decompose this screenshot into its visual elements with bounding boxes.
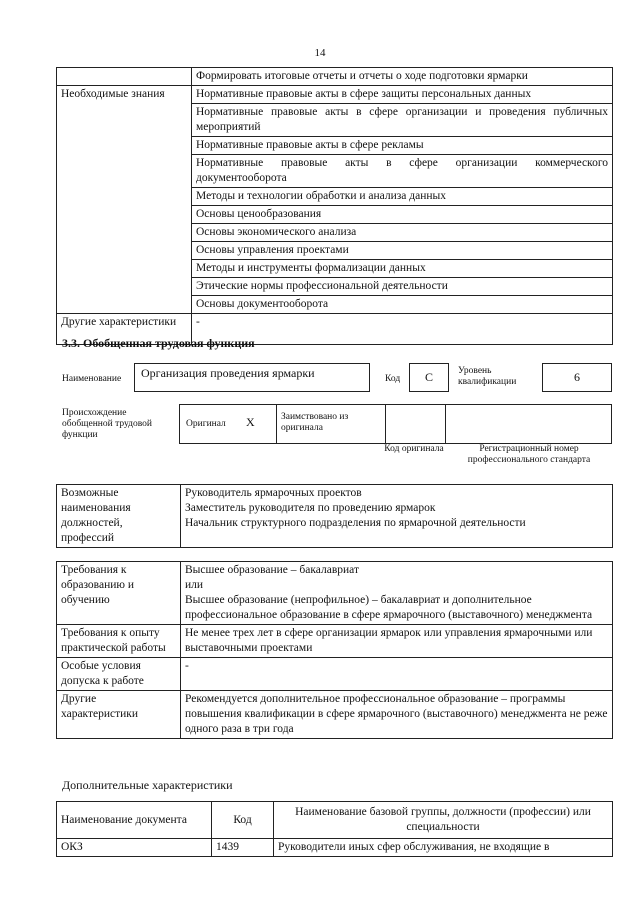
other-characteristics-label: Другие характеристики — [57, 691, 181, 739]
knowledge-item: Основы управления проектами — [192, 242, 613, 260]
additional-table — [56, 801, 613, 857]
table-row — [57, 68, 613, 86]
other-label: Другие характеристики — [57, 314, 192, 345]
knowledge-item: Методы и технологии обработки и анализа данных — [192, 188, 613, 206]
empty-cell — [57, 68, 192, 86]
other-characteristics-value: Рекомендуется дополнительное профессиональное образование – программы повышения квалификации в сфере ярмарочного (выставочного) менеджмента не реже одного раза в три года — [181, 691, 613, 739]
experience-label: Требования к опыту практической работы — [57, 625, 181, 658]
level-label: Уровень квалификации — [458, 366, 517, 387]
knowledge-item: Этические нормы профессиональной деятельности — [192, 278, 613, 296]
first-row-cell: Формировать итоговые отчеты и отчеты о ходе подготовки ярмарки — [192, 68, 613, 86]
education-label: Требования к образованию и обучению — [57, 562, 181, 625]
table-row — [57, 691, 613, 739]
knowledge-label: Необходимые знания — [57, 86, 192, 314]
education-line: Высшее образование (непрофильное) – бакалавриат и дополнительное профессиональное образование в сфере ярмарочного (выставочного) менеджмента — [185, 594, 593, 621]
position-item: Начальник структурного подразделения по ярмарочной деятельности — [185, 517, 526, 529]
page-number: 14 — [314, 47, 326, 59]
knowledge-item: Нормативные правовые акты в сфере защиты персональных данных — [192, 86, 613, 104]
header-doc-name: Наименование документа — [57, 802, 212, 839]
name-value: Организация проведения ярмарки — [134, 363, 370, 392]
table-row — [57, 839, 613, 857]
knowledge-table — [56, 67, 613, 345]
name-label: Наименование — [62, 374, 122, 384]
cell-code: 1439 — [212, 839, 274, 857]
section-title: 3.3. Обобщенная трудовая функция — [62, 336, 255, 350]
table-row — [57, 86, 613, 104]
education-line: или — [185, 579, 204, 591]
position-item: Руководитель ярмарочных проектов — [185, 487, 362, 499]
divider — [385, 404, 386, 444]
knowledge-item: Нормативные правовые акты в сфере организации и проведения публичных мероприятий — [192, 104, 613, 137]
knowledge-item: Основы ценообразования — [192, 206, 613, 224]
cell-group: Руководители иных сфер обслуживания, не входящие в — [274, 839, 613, 857]
education-line: Высшее образование – бакалавриат — [185, 564, 359, 576]
knowledge-item: Нормативные правовые акты в сфере рекламы — [192, 137, 613, 155]
table-row — [57, 625, 613, 658]
requirements-table — [56, 561, 613, 739]
code-caption: Код оригинала — [384, 444, 444, 454]
knowledge-item: Методы и инструменты формализации данных — [192, 260, 613, 278]
divider — [276, 404, 277, 444]
knowledge-item: Нормативные правовые акты в сфере организации коммерческого документооборота — [192, 155, 613, 188]
knowledge-item: Основы экономического анализа — [192, 224, 613, 242]
origin-label: Происхождение обобщенной трудовой функции — [62, 408, 152, 440]
table-row — [57, 562, 613, 625]
table-header-row — [57, 802, 613, 839]
cell-doc: ОКЗ — [57, 839, 212, 857]
code-label: Код — [385, 374, 401, 384]
original-label: Оригинал — [186, 419, 226, 429]
reg-caption: Регистрационный номер профессионального стандарта — [467, 444, 591, 465]
education-values — [181, 562, 613, 625]
level-value: 6 — [542, 363, 612, 392]
positions-values — [181, 485, 613, 548]
table-row — [57, 658, 613, 691]
conditions-label: Особые условия допуска к работе — [57, 658, 181, 691]
original-mark: X — [246, 415, 255, 429]
header-group-name: Наименование базовой группы, должности (профессии) или специальности — [274, 802, 613, 839]
other-value: - — [192, 314, 613, 345]
divider — [445, 404, 446, 444]
positions-label: Возможные наименования должностей, профессий — [57, 485, 181, 548]
experience-value: Не менее трех лет в сфере организации ярмарок или управления ярмарочными или выставочными проектами — [181, 625, 613, 658]
table-row — [57, 485, 613, 548]
position-item: Заместитель руководителя по проведению ярмарок — [185, 502, 436, 514]
borrowed-label: Заимствовано из оригинала — [281, 412, 349, 433]
conditions-value: - — [181, 658, 613, 691]
origin-box — [179, 404, 612, 444]
knowledge-item: Основы документооборота — [192, 296, 613, 314]
additional-title: Дополнительные характеристики — [62, 778, 233, 792]
code-value: C — [409, 363, 449, 392]
header-code: Код — [212, 802, 274, 839]
positions-table — [56, 484, 613, 548]
